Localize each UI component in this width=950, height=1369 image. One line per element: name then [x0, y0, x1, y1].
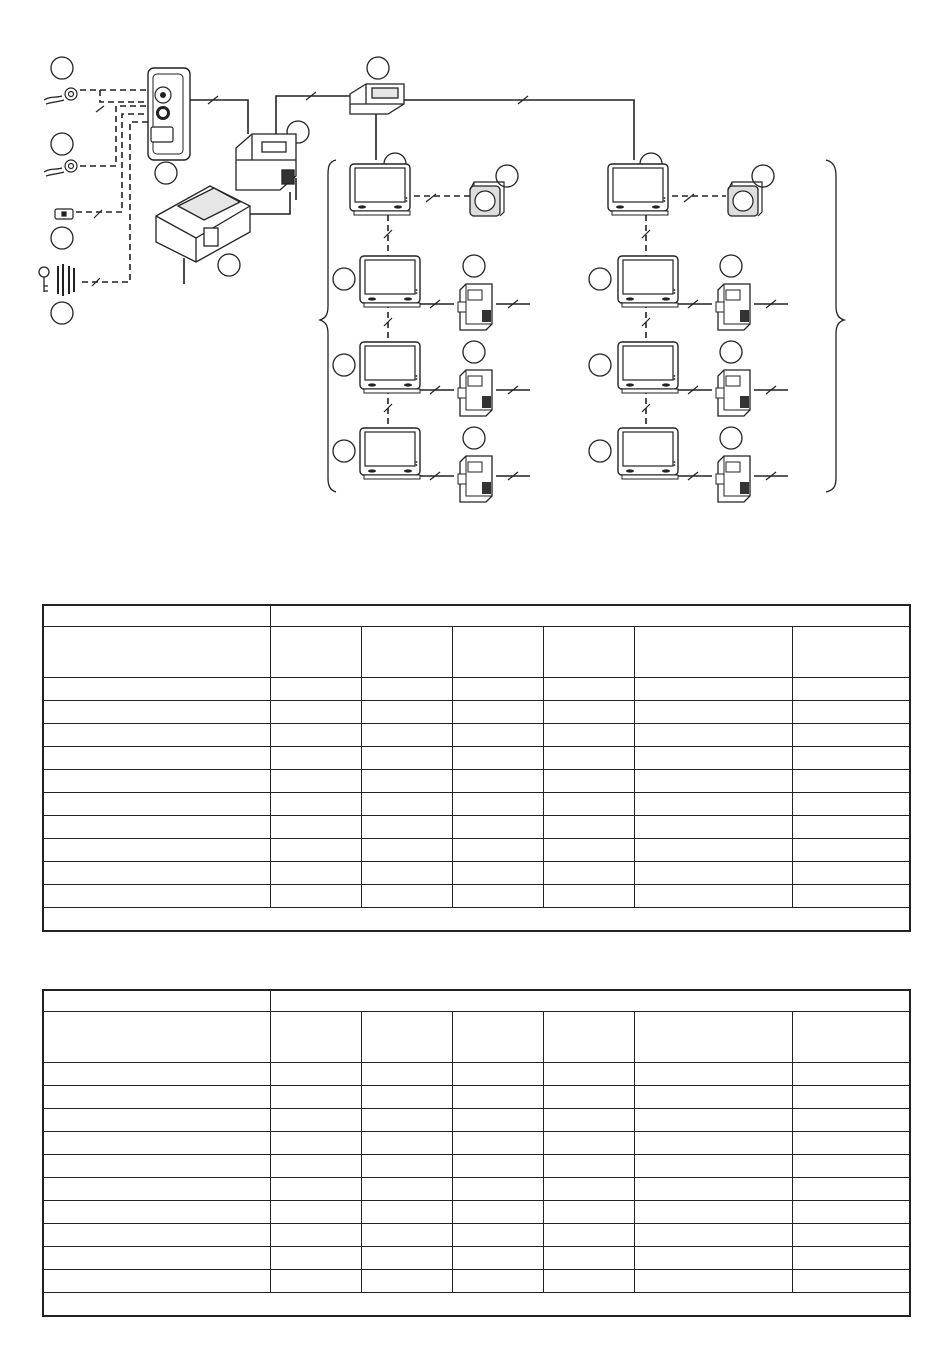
table-cell [270, 1132, 361, 1155]
table-cell [270, 1086, 361, 1109]
table-cell [43, 885, 270, 908]
table-header-cell [452, 627, 543, 678]
table-cell [270, 1063, 361, 1086]
table-cell [543, 724, 634, 747]
callout-circle [333, 354, 355, 376]
table-cell [543, 793, 634, 816]
table-cell [361, 1109, 452, 1132]
table-cell [361, 1224, 452, 1247]
spec-table-1 [42, 604, 911, 932]
table-header-cell [270, 1012, 361, 1063]
table-cell [43, 1247, 270, 1270]
din-module [716, 370, 750, 416]
din-module [458, 456, 492, 502]
table-cell [270, 839, 361, 862]
table-header-cell [361, 627, 452, 678]
table-cell [792, 1247, 910, 1270]
table-footnote [43, 1293, 910, 1317]
table-cell [452, 1224, 543, 1247]
table-cell [792, 1132, 910, 1155]
indoor-monitor [608, 164, 668, 215]
table-cell [543, 1109, 634, 1132]
table-cell [270, 1155, 361, 1178]
table-cell [43, 701, 270, 724]
indoor-monitor [618, 428, 678, 479]
table-cell [792, 793, 910, 816]
table-cell [452, 1155, 543, 1178]
push-button-icon [44, 160, 77, 176]
table-cell [634, 1086, 792, 1109]
callout-circle [333, 440, 355, 462]
table-cell [452, 816, 543, 839]
table-cell [792, 747, 910, 770]
table-cell [452, 862, 543, 885]
table-cell [361, 1155, 452, 1178]
callout-circle [589, 440, 611, 462]
table-header-cell [43, 1012, 270, 1063]
table-cell [452, 1201, 543, 1224]
din-module [458, 370, 492, 416]
table-cell [634, 1063, 792, 1086]
table-cell [361, 1132, 452, 1155]
table-cell [361, 1086, 452, 1109]
callout-circle [589, 354, 611, 376]
table-header-cell [452, 1012, 543, 1063]
table-cell [43, 793, 270, 816]
table-header-cell [543, 1012, 634, 1063]
indoor-monitor [350, 164, 410, 215]
table-cell [792, 770, 910, 793]
table-cell [452, 1178, 543, 1201]
callout-circle [218, 254, 240, 276]
callout-circle [589, 268, 611, 290]
table-cell [634, 1155, 792, 1178]
table-row [43, 1132, 910, 1155]
table-cell [634, 862, 792, 885]
table-cell [361, 724, 452, 747]
din-power-supply [236, 134, 296, 190]
chime-device [728, 182, 762, 216]
table-cell [43, 747, 270, 770]
table-cell [634, 678, 792, 701]
table-header-cell [634, 627, 792, 678]
door-station [148, 68, 190, 160]
table-cell [792, 862, 910, 885]
table-cell [270, 1247, 361, 1270]
table-cell [634, 793, 792, 816]
table-cell [43, 1224, 270, 1247]
callout-circle [720, 341, 742, 363]
table-cell [452, 885, 543, 908]
table-header-label [43, 990, 270, 1012]
table-cell [634, 839, 792, 862]
table-cell [43, 1109, 270, 1132]
table-cell [543, 1247, 634, 1270]
table-cell [361, 839, 452, 862]
table-cell [270, 770, 361, 793]
table-cell [792, 1224, 910, 1247]
table-row [43, 1270, 910, 1293]
table-cell [361, 862, 452, 885]
table-cell [634, 1224, 792, 1247]
table-cell [452, 678, 543, 701]
callout-circle [463, 427, 485, 449]
table-row [43, 885, 910, 908]
table-cell [270, 1270, 361, 1293]
table-cell [452, 1109, 543, 1132]
callout-circle [51, 57, 73, 79]
callout-circle [463, 255, 485, 277]
table-cell [43, 816, 270, 839]
table-header-group [270, 990, 910, 1012]
table-row [43, 1155, 910, 1178]
indoor-monitor [360, 428, 420, 479]
table-cell [452, 747, 543, 770]
table-cell [43, 678, 270, 701]
table-cell [543, 839, 634, 862]
table-cell [452, 1132, 543, 1155]
din-module [716, 284, 750, 330]
table-cell [543, 1155, 634, 1178]
table-column-headers [43, 627, 910, 678]
table-cell [634, 747, 792, 770]
table-cell [43, 724, 270, 747]
table-row [43, 747, 910, 770]
din-module [458, 284, 492, 330]
table-cell [543, 1063, 634, 1086]
bus-distributor [350, 84, 404, 114]
table-cell [792, 816, 910, 839]
table-cell [792, 1086, 910, 1109]
table-header-group [270, 605, 910, 627]
table-cell [361, 1201, 452, 1224]
table-cell [361, 770, 452, 793]
table-cell [634, 770, 792, 793]
table-row [43, 1201, 910, 1224]
table-cell [361, 747, 452, 770]
indoor-monitor [360, 256, 420, 307]
din-module [716, 456, 750, 502]
table-cell [634, 701, 792, 724]
callout-circle [463, 341, 485, 363]
table-cell [452, 701, 543, 724]
table-row [43, 701, 910, 724]
table-cell [634, 1270, 792, 1293]
table-cell [43, 1201, 270, 1224]
table-cell [792, 701, 910, 724]
table-cell [270, 701, 361, 724]
table-cell [792, 1155, 910, 1178]
table-row [43, 724, 910, 747]
table-header-cell [43, 627, 270, 678]
table-cell [543, 1086, 634, 1109]
table-cell [452, 724, 543, 747]
chime-device [470, 182, 504, 216]
lock-icon [55, 209, 73, 219]
table-row [43, 1086, 910, 1109]
table-row [43, 770, 910, 793]
table-cell [270, 747, 361, 770]
table-cell [792, 1178, 910, 1201]
table-row [43, 1247, 910, 1270]
callout-circle [367, 57, 389, 79]
table-cell [270, 793, 361, 816]
table-cell [452, 1086, 543, 1109]
table-cell [43, 1086, 270, 1109]
table-cell [543, 816, 634, 839]
table-cell [543, 1224, 634, 1247]
wiring-diagram [0, 0, 950, 560]
table-footnote [43, 908, 910, 932]
table-cell [543, 1178, 634, 1201]
table-cell [270, 1224, 361, 1247]
table-cell [634, 885, 792, 908]
left-brace [320, 160, 336, 492]
table-cell [270, 678, 361, 701]
table-cell [361, 701, 452, 724]
power-supply-unit [156, 186, 250, 262]
table-cell [361, 793, 452, 816]
table-cell [792, 1109, 910, 1132]
table-cell [452, 1247, 543, 1270]
table-cell [634, 1247, 792, 1270]
table-cell [634, 1178, 792, 1201]
table-header-label [43, 605, 270, 627]
table-cell [43, 1155, 270, 1178]
table-cell [543, 770, 634, 793]
indoor-monitor [618, 342, 678, 393]
table-cell [43, 839, 270, 862]
table-row [43, 816, 910, 839]
table-cell [43, 862, 270, 885]
table-cell [543, 678, 634, 701]
key-icon [39, 264, 74, 296]
table-row [43, 1178, 910, 1201]
table-row [43, 839, 910, 862]
table-cell [361, 1063, 452, 1086]
callout-circle [496, 165, 518, 187]
table-cell [270, 1109, 361, 1132]
table-cell [270, 724, 361, 747]
table-row [43, 1224, 910, 1247]
spec-table-2 [42, 989, 911, 1317]
table-cell [452, 1063, 543, 1086]
table-header-cell [634, 1012, 792, 1063]
table-cell [543, 885, 634, 908]
table-cell [634, 1109, 792, 1132]
table-cell [452, 1270, 543, 1293]
table-cell [361, 816, 452, 839]
table-cell [543, 1201, 634, 1224]
table-cell [361, 1178, 452, 1201]
table-cell [792, 724, 910, 747]
table-cell [43, 770, 270, 793]
table-cell [270, 862, 361, 885]
callout-circle [752, 165, 774, 187]
callout-circle [51, 227, 73, 249]
table-cell [543, 1132, 634, 1155]
table-cell [361, 678, 452, 701]
table-header-cell [361, 1012, 452, 1063]
table-cell [270, 1201, 361, 1224]
table-row [43, 678, 910, 701]
table-cell [270, 816, 361, 839]
table-cell [270, 1178, 361, 1201]
table-cell [43, 1063, 270, 1086]
callout-circle [51, 133, 73, 155]
table-cell [270, 885, 361, 908]
push-button-icon [44, 88, 77, 104]
table-cell [543, 747, 634, 770]
indoor-monitor [360, 342, 420, 393]
table-row [43, 1063, 910, 1086]
table-cell [792, 1270, 910, 1293]
table-header-cell [792, 627, 910, 678]
table-row [43, 793, 910, 816]
table-cell [361, 1270, 452, 1293]
table-header-cell [543, 627, 634, 678]
table-cell [543, 862, 634, 885]
table-cell [43, 1132, 270, 1155]
callout-circle [333, 268, 355, 290]
right-brace [826, 160, 844, 492]
table-cell [792, 1063, 910, 1086]
table-cell [43, 1178, 270, 1201]
indoor-monitor [618, 256, 678, 307]
table-cell [43, 1270, 270, 1293]
table-row [43, 1109, 910, 1132]
table-cell [361, 1247, 452, 1270]
table-cell [792, 1201, 910, 1224]
table-cell [452, 839, 543, 862]
table-cell [543, 1270, 634, 1293]
callout-circle [51, 302, 73, 324]
table-cell [634, 816, 792, 839]
table-column-headers [43, 1012, 910, 1063]
table-cell [792, 678, 910, 701]
table-cell [634, 1201, 792, 1224]
table-header-cell [792, 1012, 910, 1063]
table-cell [792, 839, 910, 862]
table-cell [634, 724, 792, 747]
table-cell [634, 1132, 792, 1155]
table-header-cell [270, 627, 361, 678]
table-cell [452, 770, 543, 793]
table-cell [452, 793, 543, 816]
callout-circle [155, 162, 177, 184]
table-cell [792, 885, 910, 908]
callout-circle [720, 427, 742, 449]
table-cell [543, 701, 634, 724]
table-cell [361, 885, 452, 908]
callout-circle [720, 255, 742, 277]
table-row [43, 862, 910, 885]
